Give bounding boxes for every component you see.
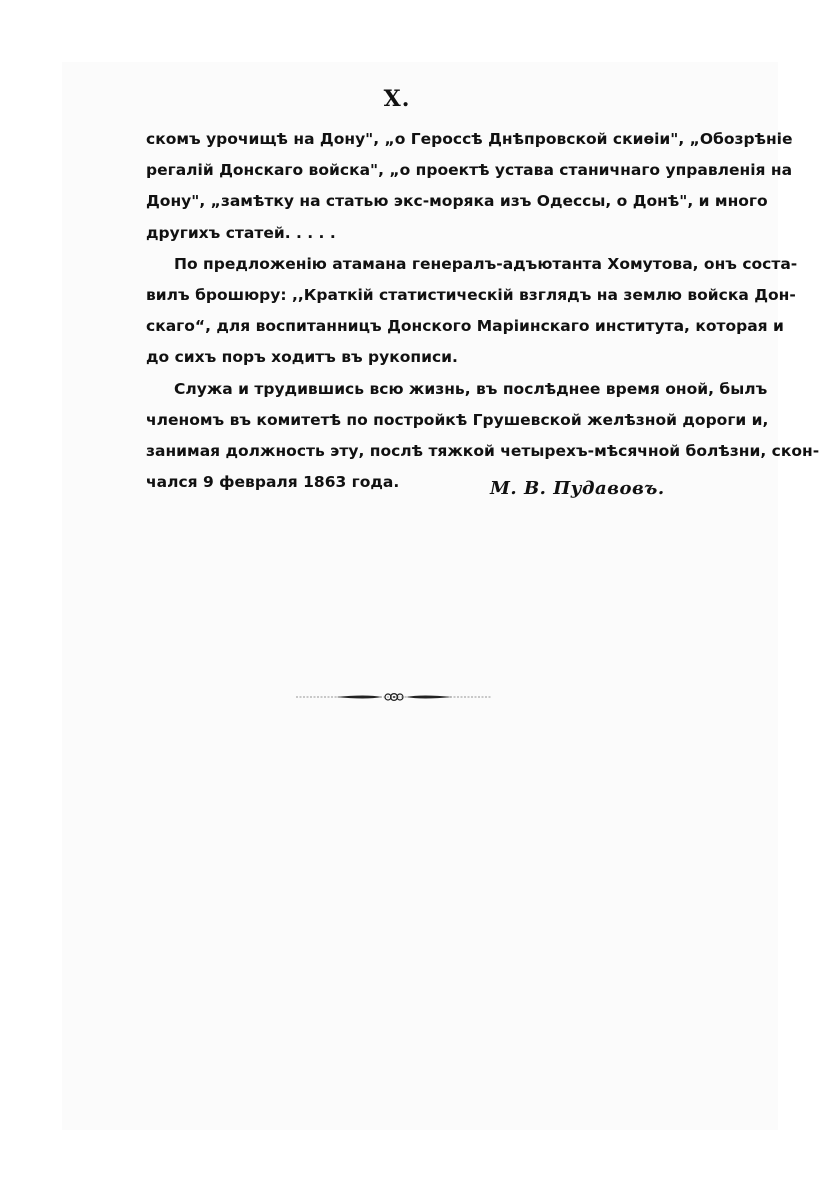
- body-text: [146, 124, 820, 498]
- text-line: Служа и трудившись всю жизнь, въ послѣднее время оной, былъ: [174, 379, 768, 398]
- page-number: X.: [383, 86, 411, 112]
- text-line: занимая должность эту, послѣ тяжкой четырехъ-мѣсячной болѣзни, скон-: [146, 441, 820, 460]
- text-line: скомъ урочищѣ на Дону", „о Героссѣ Днѣпровской скиѳіи", „Обозрѣніе: [146, 130, 793, 148]
- text-line: регалій Донскаго войска", „о проектѣ устава станичнаго управленія на: [146, 161, 793, 180]
- author-signature: М. В. Пудавовъ.: [490, 478, 665, 499]
- text-line: скаго“, для воспитанницъ Донского Маріинскаго института, которая и: [146, 317, 784, 336]
- text-line: до сихъ поръ ходитъ въ рукописи.: [146, 348, 458, 367]
- text-line: членомъ въ комитетѣ по постройкѣ Грушевской желѣзной дороги и,: [146, 410, 769, 429]
- text-line: По предложенію атамана генералъ-адъютанта Хомутова, онъ соста-: [174, 254, 798, 273]
- text-line: другихъ статей. . . . .: [146, 223, 336, 242]
- text-line: вилъ брошюру: ,,Краткій статистическій взглядъ на землю войска Дон-: [146, 285, 796, 304]
- fleuron-divider-icon: [296, 689, 492, 705]
- text-line: Дону", „замѣтку на статью экс-моряка изъ Одессы, о Донѣ", и много: [146, 192, 768, 211]
- text-line: чался 9 февраля 1863 года.: [146, 473, 400, 492]
